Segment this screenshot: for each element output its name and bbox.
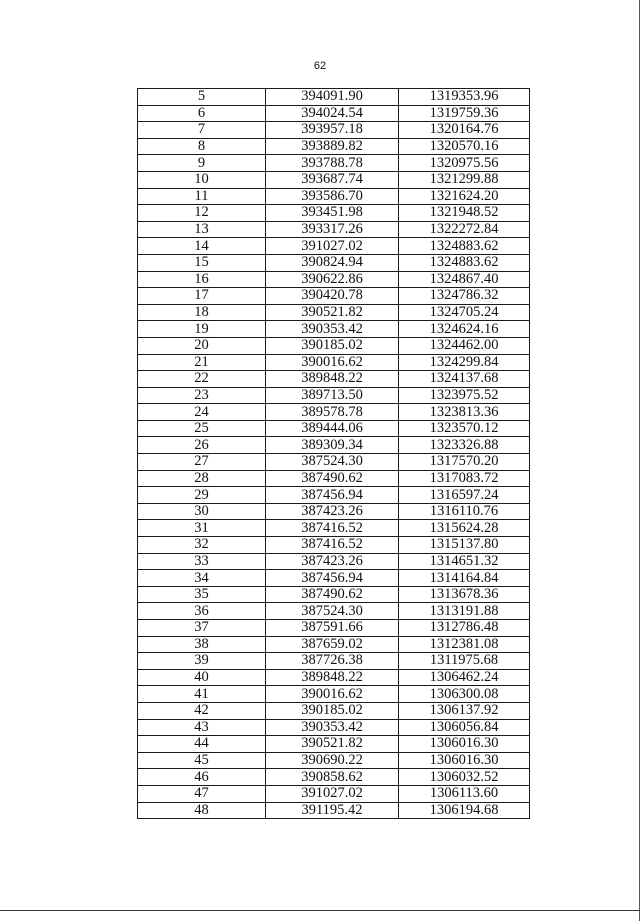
point-number-cell: 47 [138,785,266,802]
y-coordinate-cell: 1313191.88 [399,603,530,620]
x-coordinate-cell: 387456.94 [266,570,399,587]
x-coordinate-cell: 390016.62 [266,354,399,371]
x-coordinate-cell: 394024.54 [266,105,399,122]
y-coordinate-cell: 1323975.52 [399,387,530,404]
point-number-cell: 44 [138,736,266,753]
table-row [138,288,530,305]
y-coordinate-cell: 1324137.68 [399,371,530,388]
x-coordinate-cell: 387524.30 [266,603,399,620]
y-coordinate-cell: 1306016.30 [399,736,530,753]
x-coordinate-cell: 389848.22 [266,371,399,388]
table-row [138,387,530,404]
x-coordinate-cell: 394091.90 [266,89,399,106]
table-row [138,487,530,504]
y-coordinate-cell: 1306016.30 [399,752,530,769]
y-coordinate-cell: 1316110.76 [399,503,530,520]
point-number-cell: 6 [138,105,266,122]
point-number-cell: 18 [138,304,266,321]
x-coordinate-cell: 387490.62 [266,470,399,487]
point-number-cell: 43 [138,719,266,736]
table-row [138,537,530,554]
y-coordinate-cell: 1306194.68 [399,802,530,819]
table-row [138,254,530,271]
page-bottom-rule [0,910,640,911]
y-coordinate-cell: 1321299.88 [399,171,530,188]
table-row [138,171,530,188]
x-coordinate-cell: 389578.78 [266,404,399,421]
y-coordinate-cell: 1323326.88 [399,437,530,454]
point-number-cell: 12 [138,205,266,222]
y-coordinate-cell: 1317570.20 [399,454,530,471]
table-row [138,437,530,454]
table-row [138,503,530,520]
y-coordinate-cell: 1306113.60 [399,785,530,802]
x-coordinate-cell: 390521.82 [266,736,399,753]
x-coordinate-cell: 393788.78 [266,155,399,172]
point-number-cell: 13 [138,221,266,238]
y-coordinate-cell: 1315624.28 [399,520,530,537]
point-number-cell: 5 [138,89,266,106]
coordinates-table-container [137,88,529,819]
point-number-cell: 33 [138,553,266,570]
point-number-cell: 8 [138,138,266,155]
table-row [138,653,530,670]
point-number-cell: 17 [138,288,266,305]
y-coordinate-cell: 1322272.84 [399,221,530,238]
x-coordinate-cell: 389848.22 [266,669,399,686]
point-number-cell: 32 [138,537,266,554]
y-coordinate-cell: 1324883.62 [399,254,530,271]
point-number-cell: 40 [138,669,266,686]
table-row [138,404,530,421]
table-row [138,620,530,637]
y-coordinate-cell: 1316597.24 [399,487,530,504]
point-number-cell: 29 [138,487,266,504]
x-coordinate-cell: 387423.26 [266,503,399,520]
table-row [138,371,530,388]
y-coordinate-cell: 1311975.68 [399,653,530,670]
x-coordinate-cell: 390420.78 [266,288,399,305]
table-row [138,205,530,222]
table-row [138,669,530,686]
y-coordinate-cell: 1324883.62 [399,238,530,255]
x-coordinate-cell: 393687.74 [266,171,399,188]
y-coordinate-cell: 1312786.48 [399,620,530,637]
y-coordinate-cell: 1324462.00 [399,337,530,354]
y-coordinate-cell: 1306056.84 [399,719,530,736]
page-number: 62 [313,60,327,72]
point-number-cell: 24 [138,404,266,421]
x-coordinate-cell: 393889.82 [266,138,399,155]
x-coordinate-cell: 391027.02 [266,785,399,802]
x-coordinate-cell: 387423.26 [266,553,399,570]
x-coordinate-cell: 387591.66 [266,620,399,637]
table-row [138,337,530,354]
x-coordinate-cell: 387659.02 [266,636,399,653]
y-coordinate-cell: 1324624.16 [399,321,530,338]
table-row [138,686,530,703]
point-number-cell: 30 [138,503,266,520]
y-coordinate-cell: 1324705.24 [399,304,530,321]
point-number-cell: 35 [138,586,266,603]
table-row [138,122,530,139]
x-coordinate-cell: 390185.02 [266,702,399,719]
point-number-cell: 9 [138,155,266,172]
table-row [138,238,530,255]
x-coordinate-cell: 387456.94 [266,487,399,504]
table-row [138,304,530,321]
x-coordinate-cell: 390521.82 [266,304,399,321]
table-row [138,454,530,471]
y-coordinate-cell: 1324867.40 [399,271,530,288]
point-number-cell: 36 [138,603,266,620]
y-coordinate-cell: 1321948.52 [399,205,530,222]
point-number-cell: 21 [138,354,266,371]
table-row [138,752,530,769]
x-coordinate-cell: 390185.02 [266,337,399,354]
point-number-cell: 42 [138,702,266,719]
y-coordinate-cell: 1317083.72 [399,470,530,487]
table-row [138,321,530,338]
y-coordinate-cell: 1324786.32 [399,288,530,305]
table-row [138,155,530,172]
point-number-cell: 34 [138,570,266,587]
table-row [138,221,530,238]
y-coordinate-cell: 1323813.36 [399,404,530,421]
table-row [138,354,530,371]
table-row [138,719,530,736]
y-coordinate-cell: 1306137.92 [399,702,530,719]
point-number-cell: 31 [138,520,266,537]
point-number-cell: 22 [138,371,266,388]
y-coordinate-cell: 1319759.36 [399,105,530,122]
x-coordinate-cell: 390353.42 [266,719,399,736]
table-row [138,138,530,155]
table-row [138,105,530,122]
table-row [138,785,530,802]
y-coordinate-cell: 1314164.84 [399,570,530,587]
y-coordinate-cell: 1320164.76 [399,122,530,139]
x-coordinate-cell: 393451.98 [266,205,399,222]
x-coordinate-cell: 387726.38 [266,653,399,670]
table-row [138,470,530,487]
y-coordinate-cell: 1315137.80 [399,537,530,554]
point-number-cell: 10 [138,171,266,188]
point-number-cell: 39 [138,653,266,670]
x-coordinate-cell: 387416.52 [266,537,399,554]
table-row [138,636,530,653]
y-coordinate-cell: 1306300.08 [399,686,530,703]
x-coordinate-cell: 390858.62 [266,769,399,786]
point-number-cell: 7 [138,122,266,139]
x-coordinate-cell: 390353.42 [266,321,399,338]
point-number-cell: 37 [138,620,266,637]
x-coordinate-cell: 390016.62 [266,686,399,703]
x-coordinate-cell: 387524.30 [266,454,399,471]
point-number-cell: 28 [138,470,266,487]
point-number-cell: 16 [138,271,266,288]
point-number-cell: 48 [138,802,266,819]
point-number-cell: 46 [138,769,266,786]
x-coordinate-cell: 390824.94 [266,254,399,271]
point-number-cell: 14 [138,238,266,255]
x-coordinate-cell: 391195.42 [266,802,399,819]
point-number-cell: 45 [138,752,266,769]
table-row [138,802,530,819]
y-coordinate-cell: 1314651.32 [399,553,530,570]
y-coordinate-cell: 1313678.36 [399,586,530,603]
y-coordinate-cell: 1306462.24 [399,669,530,686]
point-number-cell: 38 [138,636,266,653]
point-number-cell: 26 [138,437,266,454]
coordinates-table [137,88,530,819]
table-row [138,586,530,603]
table-row [138,570,530,587]
table-row [138,603,530,620]
y-coordinate-cell: 1320975.56 [399,155,530,172]
x-coordinate-cell: 387416.52 [266,520,399,537]
point-number-cell: 27 [138,454,266,471]
point-number-cell: 19 [138,321,266,338]
y-coordinate-cell: 1320570.16 [399,138,530,155]
x-coordinate-cell: 393586.70 [266,188,399,205]
y-coordinate-cell: 1319353.96 [399,89,530,106]
x-coordinate-cell: 390622.86 [266,271,399,288]
table-row [138,736,530,753]
point-number-cell: 25 [138,420,266,437]
x-coordinate-cell: 387490.62 [266,586,399,603]
table-row [138,769,530,786]
x-coordinate-cell: 389309.34 [266,437,399,454]
y-coordinate-cell: 1323570.12 [399,420,530,437]
point-number-cell: 11 [138,188,266,205]
y-coordinate-cell: 1312381.08 [399,636,530,653]
table-row [138,702,530,719]
x-coordinate-cell: 389444.06 [266,420,399,437]
x-coordinate-cell: 391027.02 [266,238,399,255]
coordinates-table-body [138,89,530,819]
x-coordinate-cell: 393957.18 [266,122,399,139]
table-row [138,188,530,205]
table-row [138,89,530,106]
x-coordinate-cell: 389713.50 [266,387,399,404]
x-coordinate-cell: 390690.22 [266,752,399,769]
table-row [138,520,530,537]
x-coordinate-cell: 393317.26 [266,221,399,238]
point-number-cell: 23 [138,387,266,404]
point-number-cell: 20 [138,337,266,354]
point-number-cell: 15 [138,254,266,271]
table-row [138,420,530,437]
y-coordinate-cell: 1321624.20 [399,188,530,205]
y-coordinate-cell: 1324299.84 [399,354,530,371]
y-coordinate-cell: 1306032.52 [399,769,530,786]
point-number-cell: 41 [138,686,266,703]
table-row [138,271,530,288]
table-row [138,553,530,570]
